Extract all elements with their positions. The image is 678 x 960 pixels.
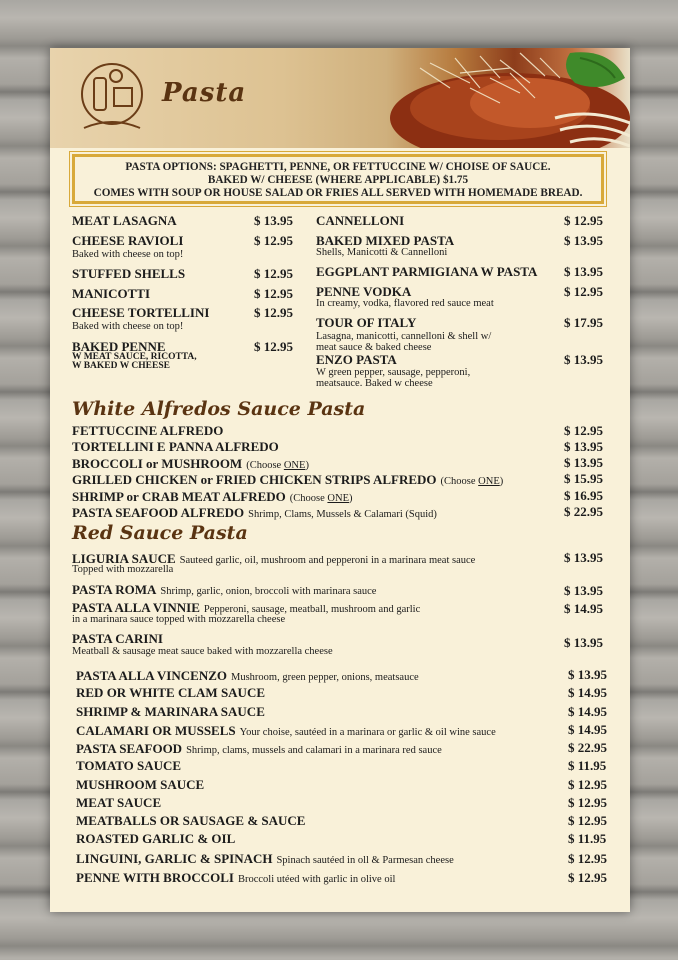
menu-item-price: $ 12.95 [568,870,607,885]
menu-item-price: $ 12.95 [254,286,293,301]
menu-item-name: TOUR OF ITALY [316,315,417,330]
menu-item-note [246,460,309,471]
menu-item-name: GRILLED CHICKEN or FRIED CHICKEN STRIPS ALFREDO [72,472,437,487]
menu-item-price: $ 13.95 [568,667,607,682]
menu-item-name: BAKED PENNE [72,339,166,354]
menu-item-name: TOMATO SAUCE [76,758,182,773]
menu-card [50,48,630,912]
menu-item-name: TORTELLINI E PANNA ALFREDO [72,439,279,454]
pasta-dish-image [360,48,630,148]
menu-item-inline-desc: Mushroom, green pepper, onions, meatsauce [231,672,419,683]
menu-item-name: RED OR WHITE CLAM SAUCE [76,685,266,700]
note-emphasis: ONE [283,460,306,471]
menu-item-price: $ 12.95 [568,813,607,828]
menu-item-name: PASTA ROMA [72,582,157,597]
menu-item-desc: Lasagna, manicotti, cannelloni & shell w/ [316,331,492,342]
menu-item-name: MEATBALLS OR SAUSAGE & SAUCE [76,813,306,828]
menu-item-name: MEAT LASAGNA [72,213,177,228]
menu-item-price: $ 12.95 [254,305,293,320]
menu-item [76,722,496,740]
header-banner [50,48,630,148]
menu-item-price: $ 15.95 [564,471,603,486]
menu-item-price: $ 12.95 [564,423,603,438]
pasta-options-box [72,154,604,204]
menu-item-name: PENNE WITH BROCCOLI [76,870,234,885]
menu-item [72,504,437,522]
options-line-1: PASTA OPTIONS: SPAGHETTI, PENNE, OR FETTUCCINE W/ CHOISE OF SAUCE. [125,161,551,173]
menu-item-inline-desc: Spinach sautéed in oll & Parmesan cheese [276,855,454,866]
menu-item-name: CHEESE RAVIOLI [72,233,184,248]
menu-item-desc: in a marinara sauce topped with mozzarella cheese [72,614,286,625]
menu-item-desc: In creamy, vodka, flavored red sauce meat [316,298,494,309]
menu-item-desc: W BAKED W CHEESE [72,361,170,371]
menu-item-price: $ 14.95 [564,601,603,616]
menu-item-inline-desc: Shrimp, garlic, onion, broccoli with marinara sauce [160,586,377,597]
menu-item-price: $ 11.95 [568,831,607,846]
menu-item-inline-desc: Broccoli utéed with garlic in olive oil [237,874,396,885]
menu-item-price: $ 12.95 [564,213,603,228]
menu-item-name: PASTA CARINI [72,631,163,646]
menu-item-desc: Meatball & sausage meat sauce baked with mozzarella cheese [72,646,333,657]
menu-item-name: PENNE VODKA [316,284,412,299]
menu-item-desc: Shells, Manicotti & Cannelloni [316,247,448,258]
note-text: (Choose [440,476,479,487]
menu-item-price: $ 12.95 [254,233,293,248]
menu-item-name: CHEESE TORTELLINI [72,305,210,320]
menu-item-inline-desc: Your choise, sautéed in a marinara or garlic & oil wine sauce [239,727,496,738]
menu-item-price: $ 13.95 [564,583,603,598]
options-line-2: BAKED W/ CHEESE (WHERE APPLICABLE) $1.75 [207,174,469,186]
menu-item [76,850,454,868]
menu-item [72,471,503,489]
menu-item-price: $ 13.95 [564,264,603,279]
menu-item-price: $ 13.95 [564,439,603,454]
page-title: Pasta [162,78,247,108]
menu-item-price: $ 22.95 [568,740,607,755]
menu-item-desc: Baked with cheese on top! [72,321,184,332]
menu-item-price: $ 14.95 [568,722,607,737]
menu-item-desc: W green pepper, sausage, pepperoni, [316,367,471,378]
note-text: ) [349,493,353,504]
menu-item-name: ENZO PASTA [316,352,397,367]
menu-item-price: $ 13.95 [564,455,603,470]
menu-item-name: ROASTED GARLIC & OIL [76,831,236,846]
note-text: ) [305,460,309,471]
menu-item-name: LINGUINI, GARLIC & SPINACH [76,851,273,866]
menu-item-price: $ 13.95 [564,352,603,367]
menu-item-name: STUFFED SHELLS [72,266,186,281]
options-line-3: COMES WITH SOUP OR HOUSE SALAD OR FRIES ALL SERVED WITH HOMEMADE BREAD. [93,187,583,199]
menu-item-price: $ 12.95 [254,339,293,354]
menu-item-price: $ 12.95 [564,284,603,299]
menu-item-inline-desc: Sauteed garlic, oil, mushroom and pepperoni in a marinara meat sauce [179,555,476,566]
menu-item-note [441,476,504,487]
menu-item-inline-desc: Shrimp, Clams, Mussels & Calamari (Squid) [248,509,437,520]
menu-item [76,740,442,758]
menu-item [72,581,376,599]
menu-item-inline-desc: Shrimp, clams, mussels and calamari in a marinara red sauce [186,745,442,756]
menu-item-price: $ 12.95 [568,851,607,866]
menu-item-name: LIGURIA SAUCE [72,551,176,566]
menu-item [76,869,395,887]
note-text: (Choose [289,493,328,504]
menu-item-price: $ 13.95 [564,635,603,650]
pasta-logo-icon [72,58,152,138]
menu-item-price: $ 17.95 [564,315,603,330]
menu-item [76,667,419,685]
menu-item-name: SHRIMP or CRAB MEAT ALFREDO [72,489,286,504]
menu-item-price: $ 14.95 [568,704,607,719]
menu-item-name: PASTA ALLA VINNIE [72,600,200,615]
menu-item-desc: W MEAT SAUCE, RICOTTA, [72,352,197,362]
menu-item-name: BROCCOLI or MUSHROOM [72,456,243,471]
menu-item-price: $ 13.95 [254,213,293,228]
menu-item-price: $ 22.95 [564,504,603,519]
note-text: ) [499,476,504,487]
menu-item-name: MEAT SAUCE [76,795,162,810]
menu-item-name: CALAMARI OR MUSSELS [76,723,236,738]
menu-item-desc: Topped with mozzarella [72,564,174,575]
menu-item-inline-desc: Pepperoni, sausage, meatball, mushroom and garlic [203,604,421,615]
menu-item-name: FETTUCCINE ALFREDO [72,423,224,438]
menu-item-price: $ 12.95 [254,266,293,281]
note-text: (Choose [246,460,284,471]
menu-item-name: MANICOTTI [72,286,151,301]
menu-item-name: CANNELLONI [316,213,405,228]
menu-item-price: $ 14.95 [568,685,607,700]
menu-item-name: EGGPLANT PARMIGIANA W PASTA [316,264,538,279]
menu-item-name: PASTA ALLA VINCENZO [76,668,227,683]
menu-item-name: SHRIMP & MARINARA SAUCE [76,704,265,719]
menu-item-price: $ 13.95 [564,233,603,248]
menu-item-name: BAKED MIXED PASTA [316,233,455,248]
menu-item-name: MUSHROOM SAUCE [76,777,205,792]
note-emphasis: ONE [327,493,350,504]
menu-item-desc: Baked with cheese on top! [72,249,184,260]
menu-item-desc: meat sauce & baked cheese [316,342,432,353]
menu-item-price: $ 16.95 [564,488,603,503]
menu-item-desc: meatsauce. Baked w cheese [316,378,433,389]
menu-item-name: PASTA SEAFOOD [76,741,183,756]
menu-item-name: PASTA SEAFOOD ALFREDO [72,505,245,520]
section-title-alfredo: White Alfredos Sauce Pasta [72,398,366,420]
menu-item-price: $ 11.95 [568,758,607,773]
menu-item-price: $ 12.95 [568,795,607,810]
menu-item-price: $ 12.95 [568,777,607,792]
section-title-red-sauce: Red Sauce Pasta [72,522,248,544]
menu-item-note [290,493,353,504]
note-emphasis: ONE [478,476,500,487]
menu-item-price: $ 13.95 [564,550,603,565]
